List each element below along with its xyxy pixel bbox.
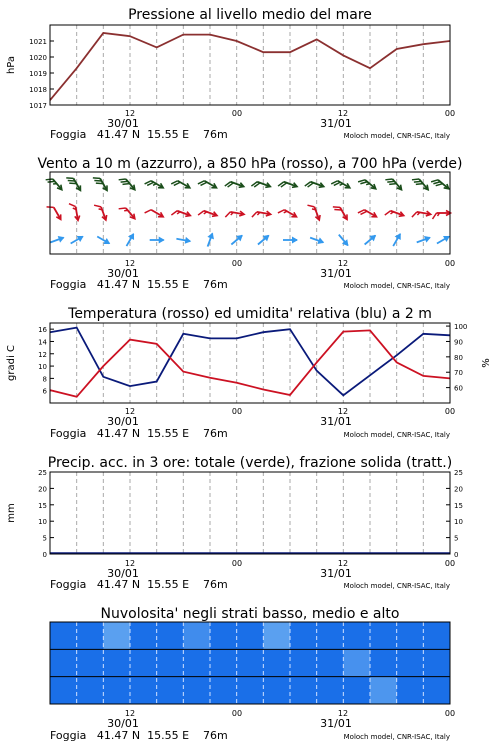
cloud-cell bbox=[317, 649, 344, 677]
wind-barb-850hpa bbox=[412, 209, 431, 220]
date-label: 31/01 bbox=[320, 267, 352, 280]
barb-feather bbox=[171, 209, 177, 216]
cloud-cell bbox=[103, 677, 130, 705]
barb-feather bbox=[69, 203, 76, 208]
date-label: 30/01 bbox=[107, 117, 139, 130]
cloud-cell bbox=[183, 677, 210, 705]
wind-barb-850hpa bbox=[358, 206, 378, 222]
humidity-line bbox=[50, 328, 450, 396]
source-label: Moloch model, CNR-ISAC, Italy bbox=[343, 733, 450, 741]
temperature-ylabel: gradi C bbox=[6, 345, 17, 381]
wind-barb-850hpa bbox=[171, 207, 191, 221]
arrow-head bbox=[58, 234, 66, 243]
wind-barbs bbox=[46, 174, 452, 249]
y-tick-label: 1017 bbox=[29, 102, 47, 110]
source-label: Moloch model, CNR-ISAC, Italy bbox=[343, 132, 450, 140]
barb-feather bbox=[307, 203, 314, 209]
wind-barb-700hpa bbox=[251, 178, 271, 192]
source-label: Moloch model, CNR-ISAC, Italy bbox=[343, 282, 450, 290]
y-tick-label: 8 bbox=[42, 375, 47, 384]
cloud-cell bbox=[50, 622, 77, 650]
wind-barb-850hpa bbox=[225, 209, 244, 220]
temperature-panel bbox=[6, 306, 492, 440]
y-tick-label: 20 bbox=[454, 485, 463, 494]
cloud-cell bbox=[397, 677, 424, 705]
wind-barb-10m bbox=[309, 234, 325, 246]
precip-yticks bbox=[38, 469, 463, 559]
y-tick-label: 10 bbox=[38, 363, 47, 372]
location-label: Foggia 41.47 N 15.55 E 76m bbox=[50, 128, 228, 141]
barb-feather bbox=[252, 211, 257, 218]
date-label: 30/01 bbox=[107, 567, 139, 580]
cloud-cell bbox=[343, 622, 370, 650]
y-tick-label: 12 bbox=[38, 350, 47, 359]
cloud-cell bbox=[370, 649, 397, 677]
y-tick-label: 60 bbox=[454, 384, 463, 393]
cloud-cell bbox=[370, 622, 397, 650]
wind-barb-700hpa bbox=[66, 174, 82, 194]
x-tick-label: 00 bbox=[231, 407, 243, 416]
y-tick-label: 5 bbox=[454, 534, 459, 543]
wind-barb-700hpa bbox=[305, 178, 325, 192]
cloud-cell bbox=[77, 622, 104, 650]
cloud-cell bbox=[290, 677, 317, 705]
cloud-cell bbox=[343, 649, 370, 677]
barb-feather bbox=[433, 213, 437, 219]
x-tick-label: 00 bbox=[444, 709, 456, 718]
cloud-cell bbox=[183, 622, 210, 650]
wind-barb-700hpa bbox=[171, 177, 191, 193]
barb-feather bbox=[412, 211, 417, 218]
cloud-cell bbox=[130, 649, 157, 677]
cloud-cell bbox=[343, 677, 370, 705]
wind-barb-700hpa bbox=[198, 177, 218, 193]
wind-barb-700hpa bbox=[385, 174, 403, 193]
x-tick-label: 12 bbox=[337, 259, 349, 268]
barb-feather bbox=[198, 209, 204, 216]
wind-barb-850hpa bbox=[119, 203, 137, 222]
date-label: 31/01 bbox=[320, 567, 352, 580]
cloud-cell bbox=[183, 649, 210, 677]
barb-feather bbox=[225, 211, 230, 218]
cloud-cell bbox=[423, 649, 450, 677]
precip-title: Precip. acc. in 3 ore: totale (verde), frazione solida (tratt.) bbox=[47, 455, 453, 471]
x-tick-label: 00 bbox=[231, 559, 243, 568]
y-tick-label: 0 bbox=[42, 551, 47, 559]
arrow-head bbox=[159, 237, 165, 244]
wind-barb-850hpa bbox=[145, 206, 165, 222]
temperature-line bbox=[50, 330, 450, 396]
cloud-cell bbox=[423, 677, 450, 705]
wind-barb-700hpa bbox=[225, 178, 245, 192]
cloud-cell bbox=[237, 622, 264, 650]
pressure-panel bbox=[6, 7, 455, 141]
cloud-cell bbox=[77, 677, 104, 705]
x-tick-label: 12 bbox=[124, 407, 136, 416]
pressure-ylabel: hPa bbox=[6, 55, 17, 75]
pressure-title: Pressione al livello medio del mare bbox=[128, 7, 372, 23]
cloud-cell bbox=[157, 649, 184, 677]
y-tick-label: 100 bbox=[454, 323, 468, 332]
wind-barb-850hpa bbox=[198, 207, 218, 221]
wind-barb-850hpa bbox=[385, 207, 405, 221]
x-tick-label: 00 bbox=[444, 559, 456, 568]
y-tick-label: 6 bbox=[42, 387, 47, 396]
cloud-cell bbox=[103, 622, 130, 650]
x-tick-label: 12 bbox=[337, 109, 349, 118]
wind-barb-700hpa bbox=[331, 177, 351, 193]
wind-barb-850hpa bbox=[94, 202, 108, 222]
cloud-cell bbox=[317, 622, 344, 650]
pressure-frame bbox=[50, 25, 450, 105]
date-label: 30/01 bbox=[107, 415, 139, 428]
barb-feather bbox=[278, 208, 284, 215]
cloud-cell bbox=[290, 649, 317, 677]
barb-feather bbox=[94, 203, 101, 209]
wind-barb-700hpa bbox=[46, 174, 64, 193]
wind-xaxis bbox=[50, 259, 455, 291]
wind-barb-850hpa bbox=[333, 203, 349, 223]
date-label: 30/01 bbox=[107, 717, 139, 730]
cloud-title: Nuvolosita' negli strati basso, medio e alto bbox=[100, 606, 400, 622]
x-tick-label: 12 bbox=[337, 407, 349, 416]
y-tick-label: 15 bbox=[38, 501, 47, 510]
date-label: 31/01 bbox=[320, 117, 352, 130]
location-label: Foggia 41.47 N 15.55 E 76m bbox=[50, 278, 228, 291]
wind-barb-700hpa bbox=[119, 174, 137, 193]
pressure-xaxis bbox=[50, 109, 455, 141]
y-tick-label: 25 bbox=[38, 469, 47, 477]
cloud-cell bbox=[237, 677, 264, 705]
wind-barb-700hpa bbox=[278, 178, 298, 192]
date-label: 30/01 bbox=[107, 267, 139, 280]
wind-barb-700hpa bbox=[412, 174, 430, 193]
y-tick-label: 1021 bbox=[29, 38, 47, 46]
cloud-cell bbox=[263, 649, 290, 677]
barb-feather bbox=[145, 208, 151, 215]
x-tick-label: 12 bbox=[124, 559, 136, 568]
cloud-cell bbox=[157, 677, 184, 705]
arrow-head bbox=[185, 237, 192, 245]
wind-barb-700hpa bbox=[431, 175, 450, 193]
cloud-xaxis bbox=[50, 709, 455, 742]
date-label: 31/01 bbox=[320, 415, 352, 428]
cloud-cell bbox=[263, 622, 290, 650]
x-tick-label: 00 bbox=[231, 709, 243, 718]
wind-barb-10m bbox=[435, 233, 451, 247]
precip-ylabel: mm bbox=[6, 503, 17, 523]
x-tick-label: 12 bbox=[124, 709, 136, 718]
wind-panel bbox=[37, 156, 462, 291]
pressure-grid bbox=[77, 25, 424, 105]
cloud-panel bbox=[50, 606, 455, 742]
temperature-title: Temperatura (rosso) ed umidita' relativa (blu) a 2 m bbox=[68, 306, 432, 322]
cloud-cell bbox=[103, 649, 130, 677]
arrow-head bbox=[395, 231, 404, 240]
y-tick-label: 5 bbox=[42, 534, 47, 543]
wind-barb-10m bbox=[49, 234, 65, 246]
wind-barb-700hpa bbox=[93, 174, 109, 194]
wind-barb-850hpa bbox=[69, 202, 80, 221]
source-label: Moloch model, CNR-ISAC, Italy bbox=[343, 431, 450, 439]
cloud-cell bbox=[77, 649, 104, 677]
wind-barb-700hpa bbox=[145, 177, 165, 193]
temperature-series bbox=[50, 328, 450, 397]
cloud-cell bbox=[397, 622, 424, 650]
humidity-ylabel: % bbox=[481, 358, 492, 368]
temperature-xaxis bbox=[50, 407, 455, 440]
arrow-head bbox=[128, 231, 137, 240]
y-tick-label: 70 bbox=[454, 369, 463, 378]
y-tick-label: 25 bbox=[454, 469, 463, 477]
x-tick-label: 00 bbox=[444, 109, 456, 118]
cloud-cell bbox=[210, 649, 237, 677]
cloud-cell bbox=[397, 649, 424, 677]
wind-barb-850hpa bbox=[47, 203, 63, 223]
pressure-line bbox=[50, 33, 450, 100]
location-label: Foggia 41.47 N 15.55 E 76m bbox=[50, 427, 228, 440]
y-tick-label: 1020 bbox=[29, 54, 47, 62]
cloud-cells bbox=[50, 622, 450, 704]
cloud-cell bbox=[130, 677, 157, 705]
cloud-cell bbox=[130, 622, 157, 650]
location-label: Foggia 41.47 N 15.55 E 76m bbox=[50, 729, 228, 742]
arrow-head bbox=[292, 237, 298, 244]
y-tick-label: 16 bbox=[38, 326, 47, 335]
pressure-series bbox=[50, 33, 450, 100]
arrow-head bbox=[77, 233, 86, 242]
y-tick-label: 0 bbox=[454, 551, 459, 559]
x-tick-label: 12 bbox=[337, 559, 349, 568]
cloud-cell bbox=[50, 677, 77, 705]
x-tick-label: 12 bbox=[124, 259, 136, 268]
y-tick-label: 14 bbox=[38, 338, 47, 347]
x-tick-label: 00 bbox=[444, 407, 456, 416]
arrow-head bbox=[207, 231, 216, 239]
x-tick-label: 00 bbox=[444, 259, 456, 268]
y-tick-label: 10 bbox=[38, 518, 47, 527]
y-tick-label: 20 bbox=[38, 485, 47, 494]
cloud-cell bbox=[370, 677, 397, 705]
cloud-cell bbox=[50, 649, 77, 677]
cloud-cell bbox=[290, 622, 317, 650]
arrow-head bbox=[424, 234, 432, 243]
wind-barb-850hpa bbox=[252, 209, 271, 220]
x-tick-label: 00 bbox=[231, 109, 243, 118]
wind-barb-700hpa bbox=[358, 175, 377, 193]
precip-grid bbox=[77, 472, 424, 554]
wind-barb-850hpa bbox=[307, 202, 321, 222]
precip-panel bbox=[6, 455, 463, 591]
arrow-head bbox=[103, 238, 112, 247]
precip-frame bbox=[50, 472, 450, 554]
y-tick-label: 1019 bbox=[29, 70, 47, 78]
barb-feather bbox=[385, 209, 391, 216]
date-label: 31/01 bbox=[320, 717, 352, 730]
wind-barb-850hpa bbox=[433, 211, 451, 220]
y-tick-label: 15 bbox=[454, 501, 463, 510]
precip-xaxis bbox=[50, 559, 455, 591]
cloud-cell bbox=[157, 622, 184, 650]
cloud-cell bbox=[210, 677, 237, 705]
wind-barb-850hpa bbox=[278, 206, 298, 222]
cloud-cell bbox=[237, 649, 264, 677]
y-tick-label: 80 bbox=[454, 353, 463, 362]
cloud-cell bbox=[317, 677, 344, 705]
x-tick-label: 12 bbox=[124, 109, 136, 118]
y-tick-label: 90 bbox=[454, 338, 463, 347]
wind-barb-10m bbox=[150, 237, 165, 244]
y-tick-label: 10 bbox=[454, 518, 463, 527]
cloud-cell bbox=[423, 622, 450, 650]
location-label: Foggia 41.47 N 15.55 E 76m bbox=[50, 578, 228, 591]
cloud-cell bbox=[263, 677, 290, 705]
x-tick-label: 00 bbox=[231, 259, 243, 268]
cloud-cell bbox=[210, 622, 237, 650]
arrow-head bbox=[317, 237, 325, 246]
wind-title: Vento a 10 m (azzurro), a 850 hPa (rosso), a 700 hPa (verde) bbox=[37, 156, 463, 172]
x-tick-label: 12 bbox=[337, 709, 349, 718]
y-tick-label: 1018 bbox=[29, 86, 47, 94]
source-label: Moloch model, CNR-ISAC, Italy bbox=[343, 582, 450, 590]
